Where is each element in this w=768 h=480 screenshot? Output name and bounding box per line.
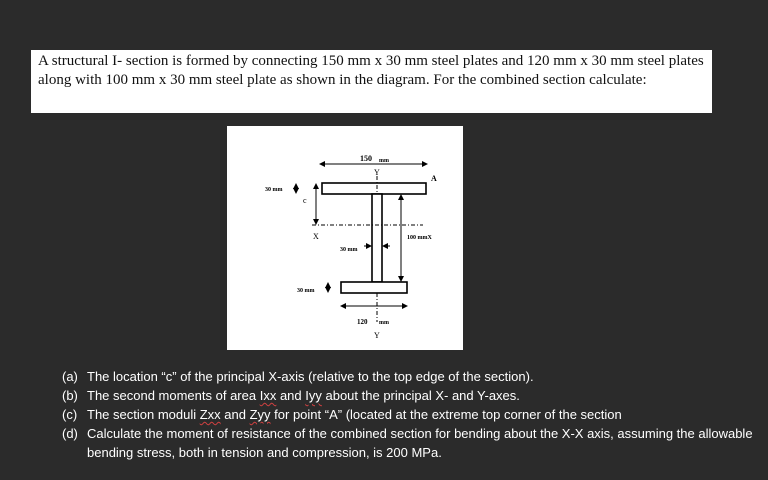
bottom-thickness-label: 30 mm <box>297 288 315 294</box>
part-text: Calculate the moment of resistance of the combined section for bending about the X-X axis, assuming the allowable bending stress, both in tension and compression, is 200 MPa. <box>87 426 753 460</box>
c-label: c <box>303 196 307 205</box>
y-axis-label-bottom: Y <box>374 331 380 340</box>
top-flange <box>322 183 426 194</box>
part-label: (d) <box>62 426 78 441</box>
zxx-symbol: Zxx <box>199 407 221 422</box>
i-section-diagram <box>227 126 463 350</box>
ixx-symbol: Ixx <box>259 388 277 403</box>
point-a-label: A <box>431 174 437 183</box>
iyy-symbol: Iyy <box>305 388 322 403</box>
web-plate <box>372 194 382 282</box>
question-part-c <box>62 405 762 424</box>
part-label: (c) <box>62 407 78 422</box>
web-thickness-label: 30 mm <box>340 247 358 253</box>
part-label: (b) <box>62 388 78 403</box>
y-axis-label-top: Y <box>374 168 380 177</box>
top-width-label: 150 <box>360 154 372 163</box>
bottom-width-unit: mm <box>379 320 389 326</box>
top-width-unit: mm <box>379 158 389 164</box>
zyy-symbol: Zyy <box>249 407 271 422</box>
part-label: (a) <box>62 369 78 384</box>
part-text: The second moments of area Ixx and Iyy about the principal X- and Y-axes. <box>87 388 520 403</box>
part-text: The section moduli Zxx and Zyy for point “A” (located at the extreme top corner of the section <box>87 407 622 422</box>
question-intro: A structural I- section is formed by connecting 150 mm x 30 mm steel plates and 120 mm x 30 mm steel plates along with 100 mm x 30 mm steel plate as shown in the diagram. For the combined section calculate: <box>38 53 704 88</box>
question-parts-list <box>62 367 762 462</box>
question-part-d <box>62 424 762 462</box>
bottom-flange <box>341 282 407 293</box>
question-part-a <box>62 367 762 386</box>
bottom-width-label: 120 <box>357 318 368 326</box>
x-axis-label-left: X <box>313 232 319 241</box>
part-text: The location “c” of the principal X-axis (relative to the top edge of the section). <box>87 369 534 384</box>
question-part-b <box>62 386 762 405</box>
x-axis-label-right: 100 mmX <box>407 235 432 241</box>
top-thickness-label: 30 mm <box>265 187 283 193</box>
i-section-svg <box>227 126 463 350</box>
